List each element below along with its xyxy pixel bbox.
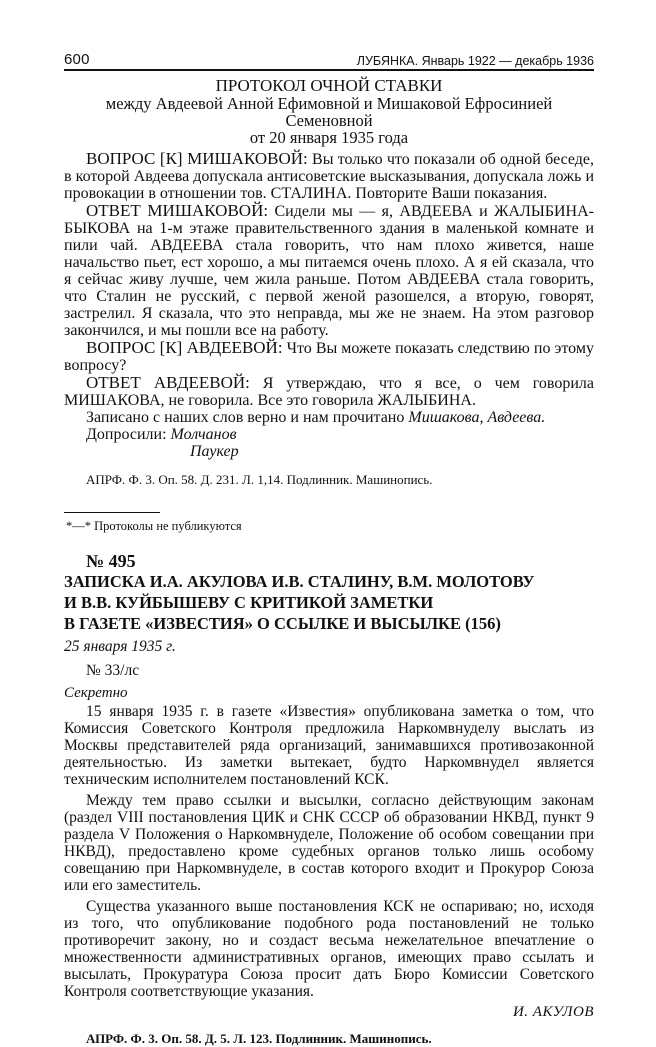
book-page [64, 46, 594, 1047]
paragraph-text: Вы только что показали об одной беседе, в которой Авдеева допускала антисоветские высказывания, допускала ложь и провокации в отношении тов. СТАЛИНА. Повторите Ваши показания. [64, 151, 595, 202]
recorded-signers: Мишакова, Авдеева. [408, 409, 546, 426]
document-paragraph: Существа указанного выше постановления КСК не оспариваю; но, исходя из того, что опубликование подобного рода постановлений не только противоречит закону, но и создаст весьма нежелательное впечатление о множественности административных органов, имеющих право ссылать и высылать, Прокуратура Союза просит дать Бюро Комиссии Советского Контроля соответствующие указания. [64, 898, 594, 1000]
recorded-label: Записано с наших слов верно и нам прочитано [86, 409, 409, 426]
paragraph-text: Я утверждаю, что я все, о чем говорила МИШАКОВА, не говорила. Все это говорила ЖАЛЫБИНА. [64, 375, 594, 409]
interrogated-label: Допросили: [86, 426, 171, 443]
interrogators [64, 426, 594, 460]
document-archive-source: АПРФ. Ф. 3. Оп. 58. Д. 5. Л. 123. Подлинник. Машинопись. [86, 1031, 432, 1046]
protocol-paragraph [64, 202, 594, 339]
interrogator-2: Паукер [190, 443, 239, 460]
protocol-archive-source: АПРФ. Ф. 3. Оп. 58. Д. 231. Л. 1,14. Подлинник. Машинопись. [86, 472, 433, 487]
document-number: № 495 [86, 551, 136, 571]
page-number: 600 [64, 51, 90, 68]
protocol-title: ПРОТОКОЛ ОЧНОЙ СТАВКИ [215, 76, 443, 95]
document-date: 25 января 1935 г. [64, 638, 176, 655]
paragraph-text: Что Вы можете показать следствию по этому вопросу? [64, 340, 594, 374]
protocol-paragraph [64, 339, 594, 374]
footnote: *—* Протоколы не публикуются [66, 519, 242, 533]
protocol-subtitle-line2: от 20 января 1935 года [249, 128, 409, 147]
protocol-subtitle-line1: между Авдеевой Анной Ефимовной и Мишаковой Ефросинией Семеновной [105, 94, 553, 130]
protocol-paragraph [64, 374, 594, 409]
paragraph-text: Сидели мы — я, АВДЕЕВА и ЖАЛЫБИНА-БЫКОВА на 1-м этаже правительственного здания в маленькой комнате и пили чай. АВДЕЕВА стала говорить, что нам плохо живется, наше начальство пьет, ест хорошо, а мы питаемся очень плохо. А я ей сказала, что я сейчас живу лучше, чем жила раньше. Потом АВДЕЕВА стала говорить, что Сталин не русский, с первой женой разошелся, а вторую, говорят, застрелил. Я сказала, что это неправда, мы же не знаем. На этом разговор закончился, и мы пошли все на работу. [64, 203, 594, 339]
classification-label: Секретно [64, 685, 128, 701]
recorded-statement [64, 409, 594, 426]
book-title: ЛУБЯНКА. Январь 1922 — декабрь 1936 [356, 54, 594, 68]
registration-number: № 33/лс [86, 662, 140, 679]
speaker-label: ОТВЕТ МИШАКОВОЙ: [86, 201, 269, 220]
document-heading-line2: И В.В. КУЙБЫШЕВУ С КРИТИКОЙ ЗАМЕТКИ [64, 593, 434, 612]
protocol-paragraph [64, 150, 594, 202]
document-heading-line1: ЗАПИСКА И.А. АКУЛОВА И.В. СТАЛИНУ, В.М. МОЛОТОВУ [64, 572, 535, 591]
speaker-label: ВОПРОС [К] АВДЕЕВОЙ: [86, 338, 283, 357]
interrogator-1: Молчанов [170, 426, 237, 443]
footnote-divider [64, 512, 160, 513]
speaker-label: ВОПРОС [К] МИШАКОВОЙ: [86, 149, 308, 168]
document-heading-line3: В ГАЗЕТЕ «ИЗВЕСТИЯ» О ССЫЛКЕ И ВЫСЫЛКЕ (156) [64, 614, 501, 633]
running-head [64, 46, 594, 71]
document-paragraph: 15 января 1935 г. в газете «Известия» опубликована заметка о том, что Комиссия Советского Контроля предложила Наркомвнуделу выслать из Москвы представителей ряда организаций, занимавшихся противозаконной деятельностью. Из заметки вытекает, будто Наркомвнудел является техническим исполнителем постановлений КСК. [64, 703, 594, 788]
speaker-label: ОТВЕТ АВДЕЕВОЙ: [86, 373, 250, 392]
signature: И. АКУЛОВ [512, 1004, 594, 1020]
document-paragraph: Между тем право ссылки и высылки, согласно действующим законам (раздел VIII постановления ЦИК и СНК СССР об образовании НКВД, пункт 9 раздела V Положения о Наркомвнуделе, Положение об особом совещании при НКВД), предоставлено кроме судебных органов только лишь особому совещанию при Наркомвнуделе, в состав которого входит и Прокурор Союза или его заместитель. [64, 792, 594, 894]
